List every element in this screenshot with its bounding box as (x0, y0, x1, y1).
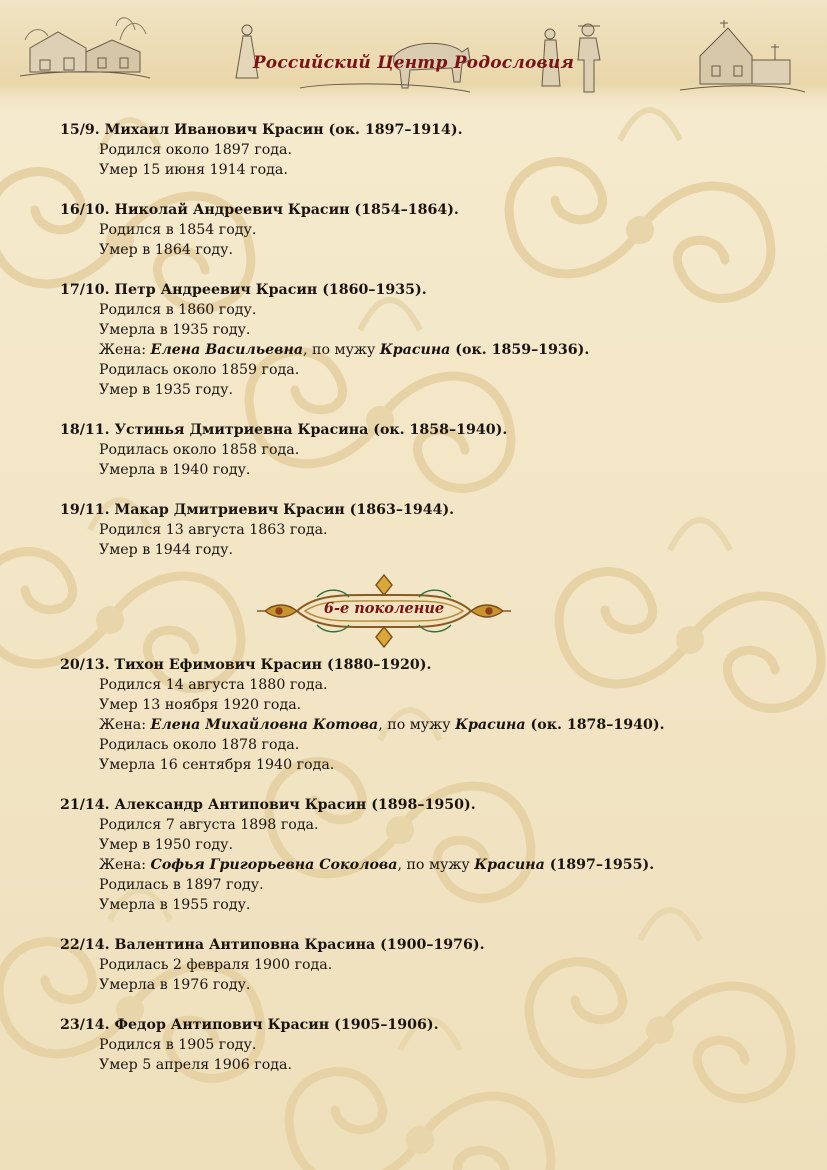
birth-line: Родился 13 августа 1863 года. (99, 522, 328, 538)
person-entry-18 (60, 420, 800, 480)
person-heading: 17/10. Петр Андреевич Красин (1860–1935). (60, 282, 427, 298)
person-heading: 20/13. Тихон Ефимович Красин (1880–1920). (60, 657, 432, 673)
person-heading: 23/14. Федор Антипович Красин (1905–1906). (60, 1017, 439, 1033)
death-line: Умерла в 1935 году. (99, 322, 251, 338)
birth-line: Родился 14 августа 1880 года. (99, 677, 328, 693)
birth-line: Родилась около 1858 года. (99, 442, 300, 458)
spouse-name: Елена Васильевна (150, 342, 304, 358)
birth-line: Родился в 1905 году. (99, 1037, 257, 1053)
spouse-prefix: Жена: (99, 342, 151, 358)
spouse-name: Софья Григорьевна Соколова (150, 857, 398, 873)
person-entry-16 (60, 200, 800, 260)
person-entry-22 (60, 935, 800, 995)
person-heading: 18/11. Устинья Дмитриевна Красина (ок. 1858–1940). (60, 422, 508, 438)
death-line: Умер в 1950 году. (99, 837, 233, 853)
death-line: Умерла в 1976 году. (99, 977, 251, 993)
death-line: Умерла в 1940 году. (99, 462, 251, 478)
person-entry-21 (60, 795, 800, 915)
death-line: Умер 15 июня 1914 года. (99, 162, 288, 178)
spouse-name: Елена Михайловна Котова (150, 717, 379, 733)
person-heading: 21/14. Александр Антипович Красин (1898–1950). (60, 797, 476, 813)
person-heading: 19/11. Макар Дмитриевич Красин (1863–1944). (60, 502, 455, 518)
person-entry-23 (60, 1015, 800, 1075)
spouse-years: (1897–1955). (544, 857, 655, 873)
spouse-prefix: Жена: (99, 857, 151, 873)
spouse-death-line: Умер в 1935 году. (99, 382, 233, 398)
spouse-years: (ок. 1859–1936). (450, 342, 590, 358)
spouse-death-line: Умерла 16 сентября 1940 года. (99, 757, 335, 773)
person-entry-20 (60, 655, 800, 775)
birth-line: Родился около 1897 года. (99, 142, 293, 158)
spouse-surname: Красина (455, 717, 526, 733)
death-line: Умер в 1864 году. (99, 242, 233, 258)
spouse-birth-line: Родилась около 1859 года. (99, 362, 300, 378)
person-entry-17 (60, 280, 800, 400)
spouse-birth-line: Родилась около 1878 года. (99, 737, 300, 753)
spouse-middle: , по мужу (303, 342, 380, 358)
death-line: Умер 5 апреля 1906 года. (99, 1057, 292, 1073)
spouse-middle: , по мужу (397, 857, 475, 873)
site-title: Российский Центр Родословия (252, 53, 575, 73)
death-line: Умер 13 ноября 1920 года. (99, 697, 302, 713)
person-heading: 15/9. Михаил Иванович Красин (ок. 1897–1914). (60, 122, 463, 138)
person-heading: 16/10. Николай Андреевич Красин (1854–1864). (60, 202, 459, 218)
spouse-prefix: Жена: (99, 717, 151, 733)
spouse-surname: Красина (379, 342, 451, 358)
generation-label: 6-е поколение (323, 600, 445, 617)
spouse-middle: , по мужу (378, 717, 456, 733)
spouse-surname: Красина (474, 857, 545, 873)
birth-line: Родился 7 августа 1898 года. (99, 817, 319, 833)
page-header (0, 0, 827, 112)
spouse-years: (ок. 1878–1940). (525, 717, 665, 733)
birth-line: Родился в 1860 году. (99, 302, 257, 318)
birth-line: Родился в 1854 году. (99, 222, 257, 238)
person-entry-15 (60, 120, 800, 180)
generation-banner (257, 573, 517, 649)
spouse-birth-line: Родилась в 1897 году. (99, 877, 264, 893)
spouse-line (60, 340, 800, 360)
spouse-death-line: Умерла в 1955 году. (99, 897, 251, 913)
person-entry-19 (60, 500, 800, 560)
person-heading: 22/14. Валентина Антиповна Красина (1900–1976). (60, 937, 485, 953)
genealogy-content (60, 120, 800, 1095)
spouse-line (60, 715, 800, 735)
birth-line: Родилась 2 февраля 1900 года. (99, 957, 333, 973)
spouse-line (60, 855, 800, 875)
death-line: Умер в 1944 году. (99, 542, 233, 558)
